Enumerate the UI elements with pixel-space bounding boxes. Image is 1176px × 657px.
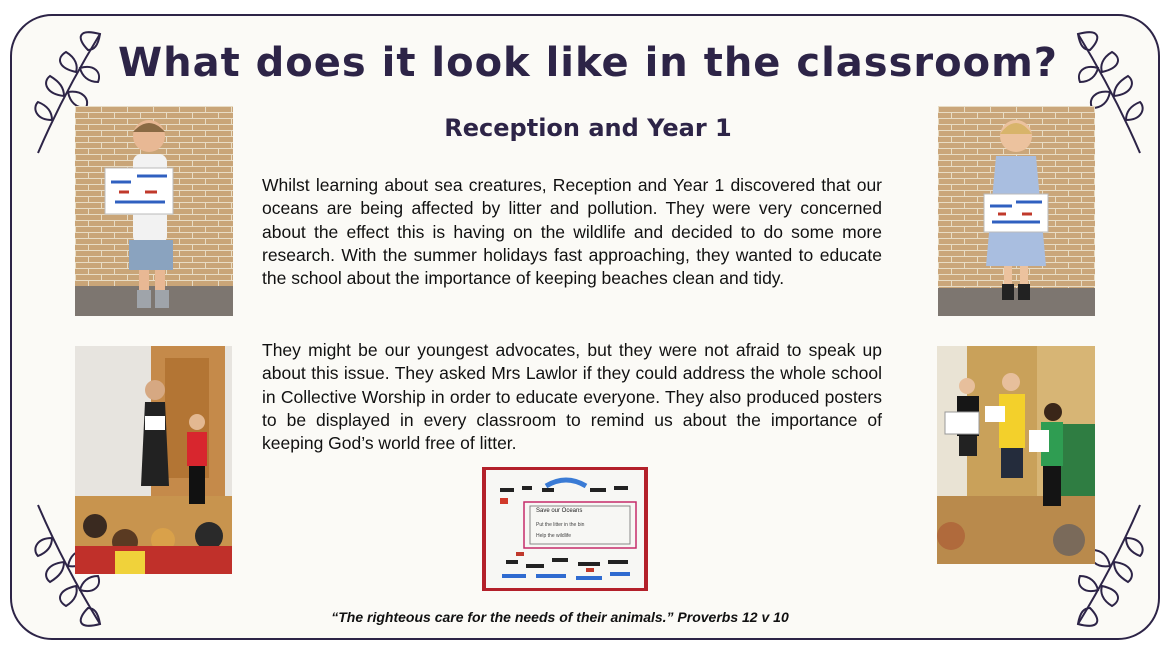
photo-boy-with-poster (75, 106, 233, 316)
paragraph-1: Whilst learning about sea creatures, Reception and Year 1 discovered that our oceans are being affected by litter and pollution. They were very concerned about the effect this is having on the wildlife and decided to do some more research. With the summer holidays fast approaching, they wanted to educate the school about the importance of keeping beaches clean and tidy. (262, 175, 882, 289)
page-title: What does it look like in the classroom? (118, 40, 1058, 86)
photo-girl-with-poster (938, 106, 1095, 316)
childs-ocean-poster (482, 467, 648, 591)
poster-line-1: Put the litter in the bin (536, 522, 585, 528)
poster-line-2: Help the wildlife (536, 533, 572, 539)
page-subtitle: Reception and Year 1 (444, 114, 732, 142)
photo-assembly-teacher-and-pupil (75, 346, 232, 574)
poster-heading: Save our Oceans (536, 508, 583, 514)
paragraph-2: They might be our youngest advocates, but they were not afraid to speak up about this issue. They asked Mrs Lawlor if they could address the whole school in Collective Worship in order to educate everyone. They also produced posters to be displayed in every classroom to remind us about the importance of keeping God’s world free of litter. (262, 340, 882, 454)
photo-three-pupils-presenting (937, 346, 1095, 564)
bible-quote: “The righteous care for the needs of their animals.” Proverbs 12 v 10 (331, 609, 789, 625)
poster-paper (486, 470, 644, 588)
